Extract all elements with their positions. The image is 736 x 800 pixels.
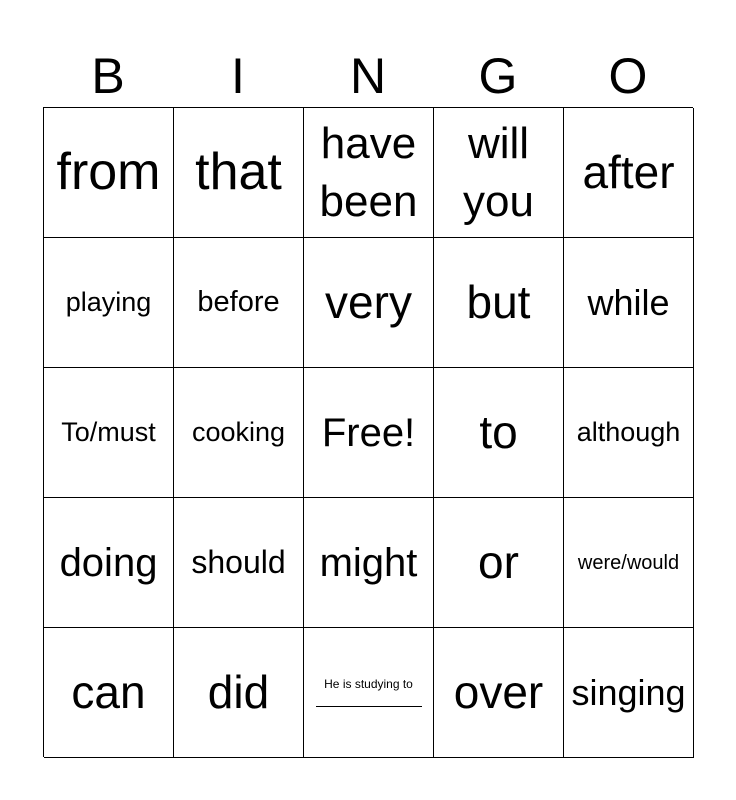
header-letter-n: N <box>349 48 387 104</box>
bingo-cell-text: He is studying to <box>324 677 413 692</box>
header-letter-i: I <box>231 48 245 104</box>
bingo-cell[interactable]: after <box>564 108 694 238</box>
bingo-cell[interactable]: will you <box>434 108 564 238</box>
bingo-cell[interactable]: To/must <box>44 368 174 498</box>
bingo-cell[interactable]: while <box>564 238 694 368</box>
bingo-cell[interactable]: but <box>434 238 564 368</box>
bingo-cell[interactable]: should <box>174 498 304 628</box>
bingo-cell[interactable]: very <box>304 238 434 368</box>
bingo-cell[interactable]: singing <box>564 628 694 758</box>
fill-in-blank-line <box>316 692 422 707</box>
bingo-cell[interactable]: doing <box>44 498 174 628</box>
bingo-cell[interactable]: playing <box>44 238 174 368</box>
bingo-cell[interactable]: cooking <box>174 368 304 498</box>
header-letter-g: G <box>478 48 518 104</box>
header-letter-o: O <box>608 48 648 104</box>
bingo-cell[interactable]: from <box>44 108 174 238</box>
bingo-header <box>43 46 693 106</box>
bingo-cell[interactable] <box>304 628 434 758</box>
bingo-cell[interactable]: before <box>174 238 304 368</box>
bingo-cell[interactable]: or <box>434 498 564 628</box>
bingo-cell[interactable]: over <box>434 628 564 758</box>
bingo-card <box>43 107 693 757</box>
bingo-cell[interactable]: have been <box>304 108 434 238</box>
bingo-cell[interactable]: were/would <box>564 498 694 628</box>
bingo-cell[interactable]: might <box>304 498 434 628</box>
bingo-cell[interactable]: did <box>174 628 304 758</box>
bingo-cell[interactable]: can <box>44 628 174 758</box>
bingo-cell[interactable]: although <box>564 368 694 498</box>
bingo-cell[interactable]: to <box>434 368 564 498</box>
header-letter-b: B <box>91 48 125 104</box>
bingo-free-cell[interactable]: Free! <box>304 368 434 498</box>
bingo-cell[interactable]: that <box>174 108 304 238</box>
